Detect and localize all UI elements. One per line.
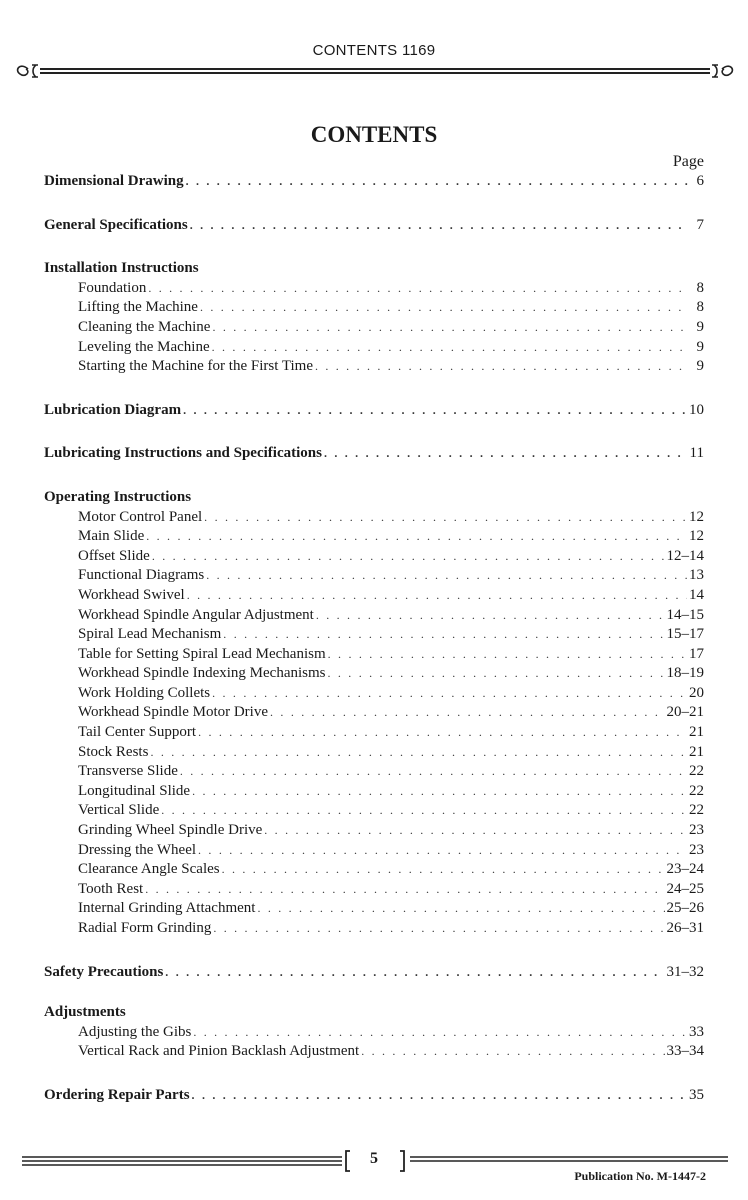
toc-entry-workhead-spindle-indexing[interactable] [44,664,704,684]
toc-entry-main-slide[interactable] [44,527,704,547]
toc-entry-grinding-wheel-spindle-drive[interactable] [44,821,704,841]
toc-entry-label: Lubrication Diagram [44,401,182,418]
publication-number: Publication No. M-1447-2 [574,1169,706,1183]
toc-entry-label: Adjusting the Gibs [78,1023,192,1040]
toc-entry-foundation[interactable] [44,279,704,299]
toc-section-heading: Adjustments [44,1004,126,1021]
ornamental-header-rule [14,60,736,82]
dot-leader [222,860,665,880]
toc-entry-page: 35 [689,1086,704,1103]
toc-entry-page: 10 [689,401,704,418]
toc-entry-label: Vertical Slide [78,802,160,819]
dot-leader [148,279,688,299]
dot-leader [200,298,688,318]
toc-entry-label: Cleaning the Machine [78,318,211,335]
toc-entry-label: Offset Slide [78,547,150,564]
toc-entry-label: Tail Center Support [78,724,197,741]
toc-entry-clearance-angle-scales[interactable] [44,860,704,880]
table-of-contents [44,172,704,1106]
toc-entry-page: 18–19 [666,665,704,682]
toc-entry-internal-grinding-attachment[interactable] [44,899,704,919]
toc-entry-page: 8 [696,279,704,296]
toc-entry-label: Main Slide [78,528,145,545]
toc-entry-label: Workhead Swivel [78,586,185,603]
dot-leader [165,963,664,983]
toc-entry-label: Internal Grinding Attachment [78,900,256,917]
toc-entry-page: 9 [696,318,704,335]
toc-entry-label: Lifting the Machine [78,299,198,316]
toc-entry-page: 22 [689,782,704,799]
dot-leader [212,338,688,358]
toc-section-installation [44,259,704,279]
toc-entry-page: 23 [689,841,704,858]
toc-entry-page: 14 [689,586,704,603]
toc-entry-label: Workhead Spindle Motor Drive [78,704,269,721]
dot-leader [193,1023,687,1043]
toc-entry-motor-control-panel[interactable] [44,508,704,528]
toc-entry-safety-precautions[interactable] [44,963,704,983]
toc-entry-page: 12 [689,528,704,545]
toc-entry-label: Table for Setting Spiral Lead Mechanism [78,645,326,662]
toc-entry-page: 9 [696,358,704,375]
toc-entry-page: 23–24 [666,861,704,878]
toc-entry-page: 12–14 [666,547,704,564]
toc-entry-label: Ordering Repair Parts [44,1086,190,1103]
toc-entry-page: 23 [689,822,704,839]
dot-leader [257,899,664,919]
toc-entry-label: Stock Rests [78,743,149,760]
toc-entry-label: Safety Precautions [44,963,164,980]
toc-entry-label: Dimensional Drawing [44,173,184,189]
dot-leader [146,527,687,547]
toc-entry-lubrication-diagram[interactable] [44,401,704,421]
toc-entry-page: 8 [696,299,704,316]
toc-entry-spiral-lead-mechanism[interactable] [44,625,704,645]
toc-entry-general-specifications[interactable] [44,216,704,236]
dot-leader [315,357,688,377]
toc-entry-lubricating-instructions[interactable] [44,444,704,464]
toc-entry-stock-rests[interactable] [44,743,704,763]
toc-entry-leveling-the-machine[interactable] [44,338,704,358]
toc-entry-page: 15–17 [666,626,704,643]
toc-entry-adjusting-the-gibs[interactable] [44,1023,704,1043]
toc-entry-label: Spiral Lead Mechanism [78,626,222,643]
toc-entry-label: Transverse Slide [78,763,178,780]
dot-leader [223,625,664,645]
toc-section-heading: Installation Instructions [44,260,199,277]
dot-leader [192,782,687,802]
toc-entry-offset-slide[interactable] [44,547,704,567]
dot-leader [187,586,687,606]
dot-leader [152,547,665,567]
page-title: CONTENTS [310,122,438,147]
dot-leader [328,645,687,665]
toc-entry-label: General Specifications [44,216,188,233]
dot-leader [212,684,687,704]
dot-leader [213,919,664,939]
dot-leader [198,841,687,861]
dot-leader [145,880,664,900]
page-number: 5 [370,1150,378,1167]
toc-entry-radial-form-grinding[interactable] [44,919,704,939]
toc-entry-page: 22 [689,802,704,819]
toc-entry-page: 12 [689,508,704,525]
dot-leader [161,801,687,821]
dot-leader [270,703,664,723]
toc-entry-transverse-slide[interactable] [44,762,704,782]
toc-entry-page: 17 [689,645,704,662]
dot-leader [324,444,688,464]
toc-entry-page: 33 [689,1023,704,1040]
toc-entry-workhead-spindle-angular-adjustment[interactable] [44,606,704,626]
toc-entry-page: 22 [689,763,704,780]
toc-section-heading: Operating Instructions [44,488,192,505]
toc-entry-tail-center-support[interactable] [44,723,704,743]
toc-entry-label: Clearance Angle Scales [78,861,220,878]
toc-entry-label: Workhead Spindle Indexing Mechanisms [78,665,326,682]
toc-entry-tooth-rest[interactable] [44,880,704,900]
toc-entry-work-holding-collets[interactable] [44,684,704,704]
toc-entry-label: Lubricating Instructions and Specifications [44,445,322,462]
toc-entry-longitudinal-slide[interactable] [44,782,704,802]
toc-entry-page: 24–25 [666,880,704,897]
toc-entry-page: 20 [689,684,704,701]
toc-entry-workhead-swivel[interactable] [44,586,704,606]
toc-entry-page: 31–32 [666,963,704,980]
toc-entry-label: Foundation [78,279,147,296]
toc-entry-label: Work Holding Collets [78,684,211,701]
toc-entry-workhead-spindle-motor-drive[interactable] [44,703,704,723]
toc-entry-page: 20–21 [666,704,704,721]
toc-entry-vertical-slide[interactable] [44,801,704,821]
toc-entry-label: Starting the Machine for the First Time [78,358,313,375]
dot-leader [190,216,688,236]
toc-entry-dimensional-drawing[interactable] [44,172,704,192]
dot-leader [192,1086,687,1106]
toc-entry-dressing-the-wheel[interactable] [44,841,704,861]
toc-entry-page: 11 [689,445,704,462]
toc-entry-vertical-rack-pinion-backlash[interactable] [44,1042,704,1062]
toc-entry-page: 33–34 [666,1043,704,1060]
dot-leader [150,743,687,763]
dot-leader [328,664,665,684]
toc-entry-label: Grinding Wheel Spindle Drive [78,822,263,839]
toc-entry-lifting-the-machine[interactable] [44,298,704,318]
toc-section-adjustments [44,1003,704,1023]
toc-entry-page: 25–26 [666,900,704,917]
toc-entry-cleaning-the-machine[interactable] [44,318,704,338]
dot-leader [361,1042,664,1062]
dot-leader [316,606,665,626]
dot-leader [206,566,687,586]
dot-leader [264,821,687,841]
dot-leader [180,762,687,782]
toc-entry-label: Longitudinal Slide [78,782,191,799]
toc-entry-table-for-setting-spiral-lead[interactable] [44,645,704,665]
toc-entry-ordering-repair-parts[interactable] [44,1086,704,1106]
toc-entry-label: Radial Form Grinding [78,920,212,936]
toc-entry-functional-diagrams[interactable] [44,566,704,586]
dot-leader [183,401,687,421]
toc-entry-page: 21 [689,724,704,741]
toc-entry-label: Dressing the Wheel [78,841,197,858]
toc-entry-page: 7 [696,216,704,233]
toc-entry-page: 13 [689,567,704,584]
dot-leader [212,318,688,338]
running-header: CONTENTS 1169 [312,42,436,59]
toc-entry-label: Workhead Spindle Angular Adjustment [78,606,314,623]
toc-entry-page: 9 [696,338,704,355]
page-column-label: Page [672,153,704,170]
toc-entry-starting-the-machine[interactable] [44,357,704,377]
dot-leader [186,172,688,192]
toc-entry-page: 14–15 [666,606,704,623]
toc-entry-label: Vertical Rack and Pinion Backlash Adjustment [78,1043,360,1060]
toc-entry-page: 26–31 [666,920,704,936]
dot-leader [198,723,687,743]
toc-entry-label: Functional Diagrams [78,567,205,584]
toc-entry-page: 21 [689,743,704,760]
toc-section-operating [44,488,704,508]
toc-entry-label: Motor Control Panel [78,508,203,525]
toc-entry-page: 6 [696,173,704,189]
toc-entry-label: Tooth Rest [78,880,144,897]
dot-leader [204,508,687,528]
toc-entry-label: Leveling the Machine [78,338,210,355]
